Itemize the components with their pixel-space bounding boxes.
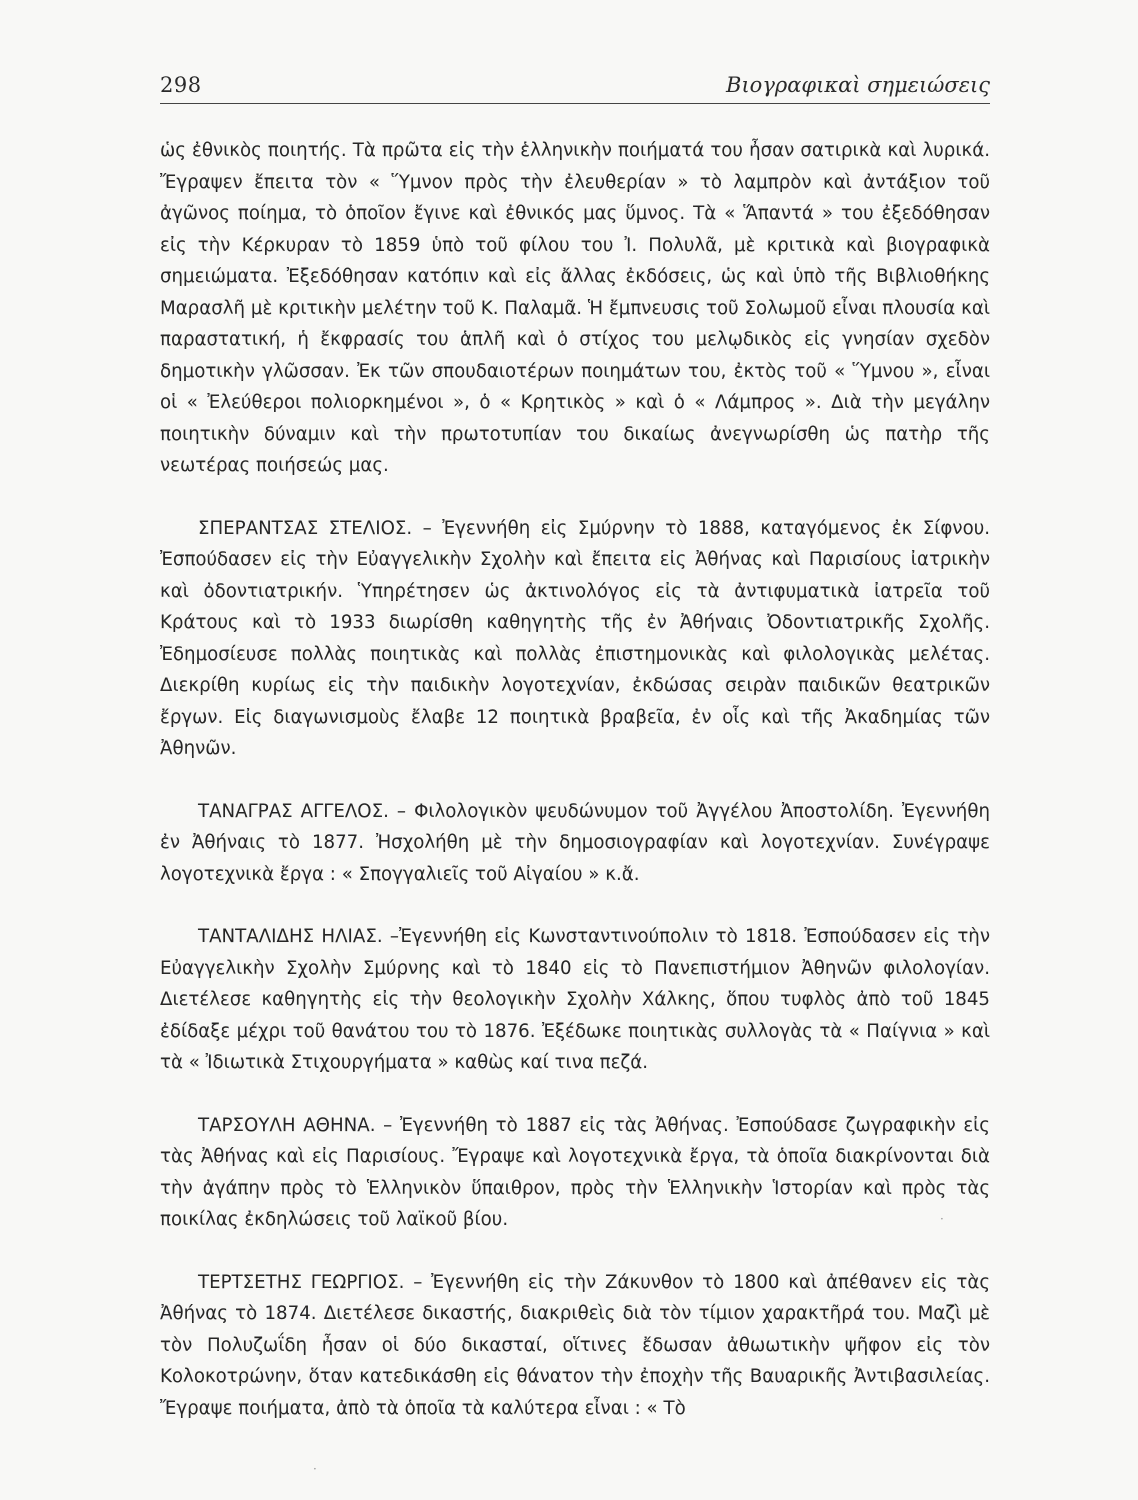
document-body [160,135,990,1424]
entry-tantalidis: ΤΑΝΤΑΛΙΔΗΣ ΗΛΙΑΣ. –Ἐγεννήθη εἰς Κωνσταντινούπολιν τὸ 1818. Ἐσπούδασεν εἰς τὴν Εὐαγγελικὴν Σχολὴν Σμύρνης καὶ τὸ 1840 εἰς τὸ Πανεπιστήμιον Ἀθηνῶν φιλολογίαν. Διετέλεσε καθηγητὴς εἰς τὴν θεολογικὴν Σχολὴν Χάλκης, ὅπου τυφλὸς ἀπὸ τοῦ 1845 ἐδίδαξε μέχρι τοῦ θανάτου του τὸ 1876. Ἐξέδωκε ποιητικὰς συλλογὰς τὰ « Παίγνια » καὶ τὰ « Ἰδιωτικὰ Στιχουργήματα » καθὼς καί τινα πεζά. [160,926,990,1073]
page-number: 298 [160,73,202,97]
scan-speck: · [940,1212,944,1226]
entry-sperantsas: ΣΠΕΡΑΝΤΣΑΣ ΣΤΕΛΙΟΣ. – Ἐγεννήθη εἰς Σμύρνην τὸ 1888, καταγόμενος ἐκ Σίφνου. Ἐσπούδασεν εἰς τὴν Εὐαγγελικὴν Σχολὴν καὶ ἔπειτα εἰς Ἀθήνας καὶ Παρισίους ἰατρικὴν καὶ ὀδοντιατρικήν. Ὑπηρέτησεν ὡς ἀκτινολόγος εἰς τὰ ἀντιφυματικὰ ἰατρεῖα τοῦ Κράτους καὶ τὸ 1933 διωρίσθη καθηγητὴς τῆς ἐν Ἀθήναις Ὀδοντιατρικῆς Σχολῆς. Ἐδημοσίευσε πολλὰς ποιητικὰς καὶ πολλὰς ἐπιστημονικὰς καὶ φιλολογικὰς μελέτας. Διεκρίθη κυρίως εἰς τὴν παιδικὴν λογοτεχνίαν, ἐκδώσας σειρὰν παιδικῶν θεατρικῶν ἔργων. Εἰς διαγωνισμοὺς ἔλαβε 12 ποιητικὰ βραβεῖα, ἐν οἷς καὶ τῆς Ἀκαδημίας τῶν Ἀθηνῶν. [160,517,990,759]
page-header [160,64,990,104]
entry-tarsouli: ΤΑΡΣΟΥΛΗ ΑΘΗΝΑ. – Ἐγεννήθη τὸ 1887 εἰς τὰς Ἀθήνας. Ἐσπούδασε ζωγραφικὴν εἰς τὰς Ἀθήνας καὶ εἰς Παρισίους. Ἔγραψε καὶ λογοτεχνικὰ ἔργα, τὰ ὁποῖα διακρίνονται διὰ τὴν ἀγάπην πρὸς τὸ Ἑλληνικὸν ὕπαιθρον, πρὸς τὴν Ἑλληνικὴν Ἱστορίαν καὶ πρὸς τὰς ποικίλας ἐκδηλώσεις τοῦ λαϊκοῦ βίου. [160,1114,990,1230]
scan-speck: · [313,1462,317,1476]
running-title: Βιογραφικαὶ σημειώσεις [726,73,990,97]
entry-tertsetis: ΤΕΡΤΣΕΤΗΣ ΓΕΩΡΓΙΟΣ. – Ἐγεννήθη εἰς τὴν Ζάκυνθον τὸ 1800 καὶ ἀπέθανεν εἰς τὰς Ἀθήνας τὸ 1874. Διετέλεσε δικαστής, διακριθεὶς διὰ τὸν τίμιον χαρακτῆρά του. Μαζὶ μὲ τὸν Πολυζωΐδη ἦσαν οἱ δύο δικασταί, οἵτινες ἔδωσαν ἀθωωτικὴν ψῆφον εἰς τὸν Κολοκοτρώνην, ὅταν κατεδικάσθη εἰς θάνατον τὴν ἐποχὴν τῆς Βαυαρικῆς Ἀντιβασιλείας. Ἔγραψε ποιήματα, ἀπὸ τὰ ὁποῖα τὰ καλύτερα εἶναι : « Τὸ [160,1271,990,1419]
intro-paragraph: ὡς ἐθνικὸς ποιητής. Τὰ πρῶτα εἰς τὴν ἑλληνικὴν ποιήματά του ἦσαν σατιρικὰ καὶ λυρικά. Ἔγραψεν ἔπειτα τὸν « Ὕμνον πρὸς τὴν ἐλευθερίαν » τὸ λαμπρὸν καὶ ἀντάξιον τοῦ ἀγῶνος ποίημα, τὸ ὁποῖον ἔγινε καὶ ἐθνικός μας ὕμνος. Τὰ « Ἅπαντά » του ἐξεδόθησαν εἰς τὴν Κέρκυραν τὸ 1859 ὑπὸ τοῦ φίλου του Ἰ. Πολυλᾶ, μὲ κριτικὰ καὶ βιογραφικὰ σημειώματα. Ἐξεδόθησαν κατόπιν καὶ εἰς ἄλλας ἐκδόσεις, ὡς καὶ ὑπὸ τῆς Βιβλιοθήκης Μαρασλῆ μὲ κριτικὴν μελέτην τοῦ Κ. Παλαμᾶ. Ἡ ἔμπνευσις τοῦ Σολωμοῦ εἶναι πλουσία καὶ παραστατική, ἡ ἔκφρασίς του ἁπλῆ καὶ ὁ στίχος του μελῳδικὸς εἰς γνησίαν σχεδὸν δημοτικὴν γλῶσσαν. Ἐκ τῶν σπουδαιοτέρων ποιημάτων του, ἐκτὸς τοῦ « Ὕμνου », εἶναι οἱ « Ἐλεύθεροι πολιορκημένοι », ὁ « Κρητικὸς » καὶ ὁ « Λάμπρος ». Διὰ τὴν μεγάλην ποιητικὴν δύναμιν καὶ τὴν πρωτοτυπίαν του δικαίως ἀνεγνωρίσθη ὡς πατὴρ τῆς νεωτέρας ποιήσεώς μας. [160,140,990,476]
entry-tanagras: ΤΑΝΑΓΡΑΣ ΑΓΓΕΛΟΣ. – Φιλολογικὸν ψευδώνυμον τοῦ Ἀγγέλου Ἀποστολίδη. Ἐγεννήθη ἐν Ἀθήναις τὸ 1877. Ἠσχολήθη μὲ τὴν δημοσιογραφίαν καὶ λογοτεχνίαν. Συνέγραψε λογοτεχνικὰ ἔργα : « Σπογγαλιεῖς τοῦ Αἰγαίου » κ.ἄ. [160,800,990,885]
